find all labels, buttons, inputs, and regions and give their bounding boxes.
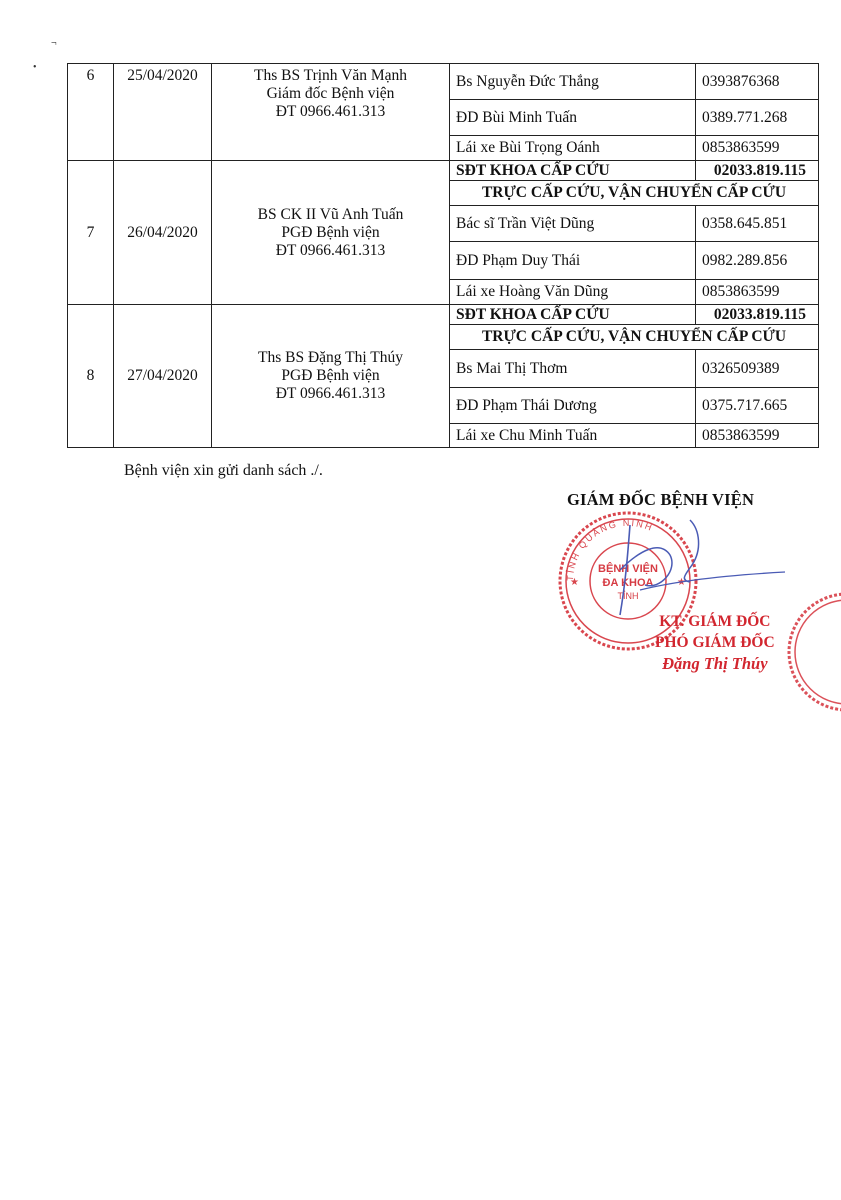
duty-schedule-table [67, 63, 819, 448]
lead-phone: ĐT 0966.461.313 [275, 241, 386, 259]
staff-phone: 0853863599 [696, 136, 819, 161]
lead-doctor [212, 64, 450, 161]
seal-star-icon: ★ [677, 577, 686, 588]
closing-sentence: Bệnh viện xin gửi danh sách ./. [124, 462, 323, 479]
emergency-dept-label: SĐT KHOA CẤP CỨU [450, 161, 696, 181]
signer-name: Đặng Thị Thúy [662, 654, 768, 673]
staff-name: ĐD Bùi Minh Tuấn [450, 100, 696, 136]
lead-doctor [212, 161, 450, 305]
scan-mark: • [33, 62, 37, 73]
scan-mark: ¬ [51, 38, 57, 49]
row-number: 8 [68, 305, 114, 448]
duty-date: 27/04/2020 [114, 305, 212, 448]
lead-name: Ths BS Đặng Thị Thúy [258, 349, 403, 366]
staff-phone: 0326509389 [696, 350, 819, 388]
lead-position: Giám đốc Bệnh viện [266, 85, 395, 102]
staff-phone: 0853863599 [696, 280, 819, 305]
table-row [68, 161, 819, 181]
staff-phone: 0358.645.851 [696, 206, 819, 242]
section-title: TRỰC CẤP CỨU, VẬN CHUYỂN CẤP CỨU [450, 325, 819, 350]
seal-center-line: ĐA KHOA [602, 577, 654, 589]
row-number: 6 [68, 64, 114, 161]
signature-title: GIÁM ĐỐC BỆNH VIỆN [567, 490, 755, 509]
lead-position: PGĐ Bệnh viện [281, 223, 380, 241]
staff-name: Lái xe Bùi Trọng Oánh [450, 136, 696, 161]
table-row [68, 64, 819, 100]
staff-phone: 0375.717.665 [696, 388, 819, 424]
signature-line-2: PHÓ GIÁM ĐỐC [655, 634, 775, 651]
lead-phone: ĐT 0966.461.313 [275, 103, 386, 120]
staff-phone: 0389.771.268 [696, 100, 819, 136]
duty-date: 26/04/2020 [114, 161, 212, 305]
staff-name: ĐD Phạm Thái Dương [450, 388, 696, 424]
lead-name: BS CK II Vũ Anh Tuấn [257, 205, 404, 223]
emergency-dept-label: SĐT KHOA CẤP CỨU [450, 305, 696, 325]
staff-name: Lái xe Chu Minh Tuấn [450, 424, 696, 448]
lead-name: Ths BS Trịnh Văn Mạnh [253, 67, 408, 84]
seal-center-line: BỆNH VIỆN [598, 563, 658, 575]
signature-block [655, 611, 775, 674]
row-number: 7 [68, 161, 114, 305]
lead-doctor [212, 305, 450, 448]
signature-line-1: KT. GIÁM ĐỐC [659, 613, 771, 630]
table-row [68, 305, 819, 325]
staff-phone: 0982.289.856 [696, 242, 819, 280]
seal-ring-text: TỈNH QUẢNG NINH [564, 517, 656, 582]
section-title: TRỰC CẤP CỨU, VẬN CHUYỂN CẤP CỨU [450, 181, 819, 206]
staff-name: Bs Mai Thị Thơm [450, 350, 696, 388]
staff-name: Bác sĩ Trần Việt Dũng [450, 206, 696, 242]
emergency-dept-phone: 02033.819.115 [696, 305, 819, 325]
emergency-dept-phone: 02033.819.115 [696, 161, 819, 181]
duty-date: 25/04/2020 [114, 64, 212, 161]
lead-position: PGĐ Bệnh viện [281, 367, 380, 384]
staff-name: Lái xe Hoàng Văn Dũng [450, 280, 696, 305]
lead-phone: ĐT 0966.461.313 [275, 385, 386, 402]
staff-phone: 0853863599 [696, 424, 819, 448]
staff-name: Bs Nguyễn Đức Thắng [450, 64, 696, 100]
staff-name: ĐD Phạm Duy Thái [450, 242, 696, 280]
seal-star-icon: ★ [570, 577, 579, 588]
seal-center-line: TỈNH [617, 591, 639, 601]
staff-phone: 0393876368 [696, 64, 819, 100]
